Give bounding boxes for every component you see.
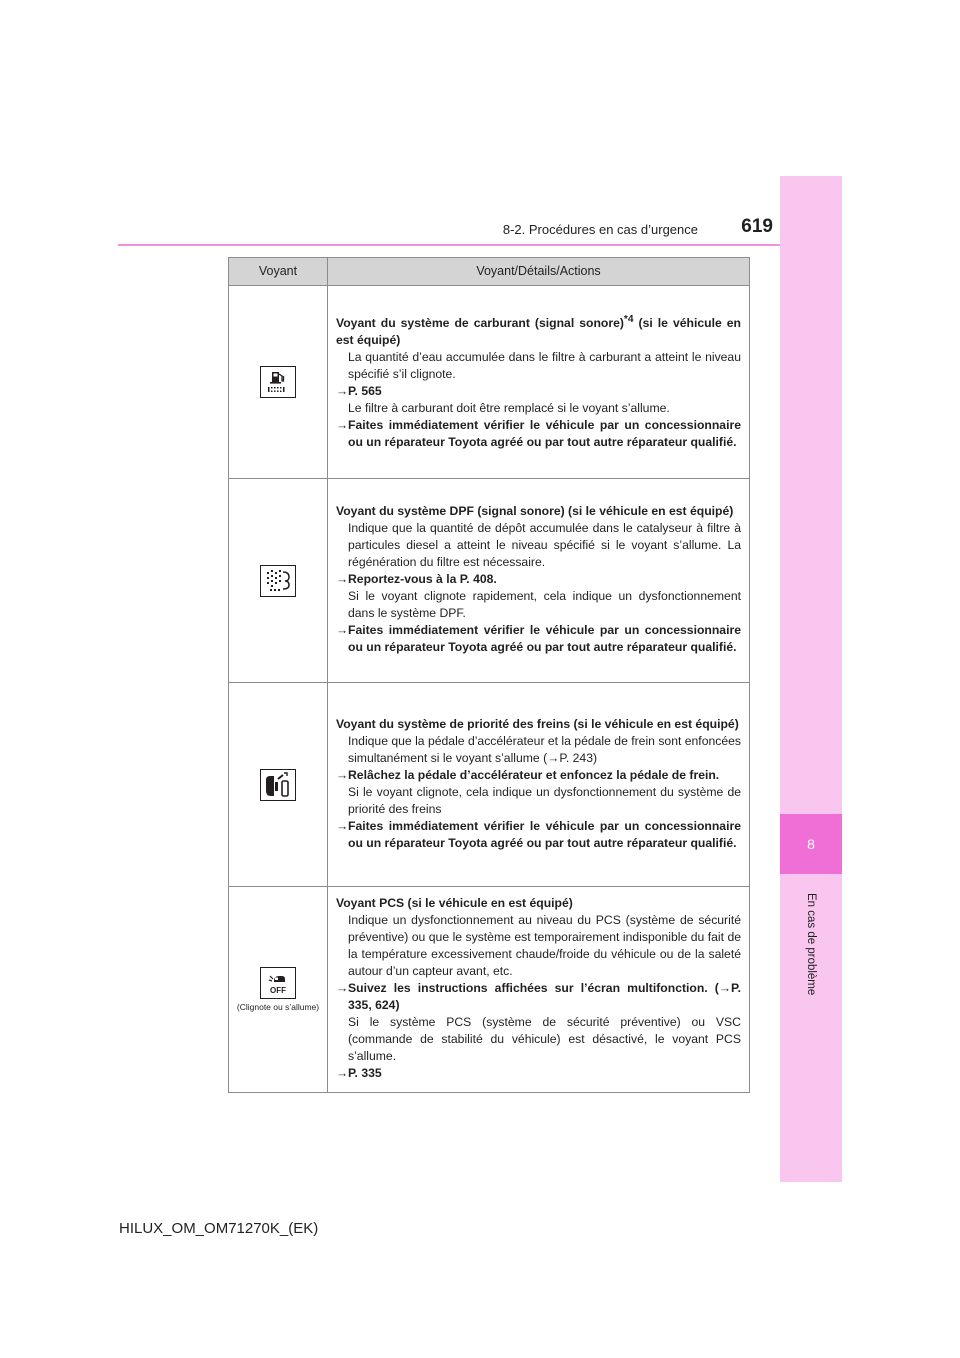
row-action: → Faites immédiatement vérifier le véhicule par un concessionnaire ou un réparateur Toyota agréé ou par tout autre réparateur qualifié. bbox=[336, 818, 741, 850]
row-action: → Faites immédiatement vérifier le véhicule par un concessionnaire ou un réparateur Toyota agréé ou par tout autre réparateur qualifié. bbox=[336, 418, 741, 450]
dpf-system-warning-icon bbox=[260, 565, 296, 597]
column-header-details: Voyant/Détails/Actions bbox=[328, 258, 750, 286]
row-action: → P. 335 bbox=[336, 1066, 382, 1080]
pcs-off-warning-icon bbox=[260, 967, 296, 999]
row-description: Si le voyant clignote, cela indique un dysfonctionnement du système de priorité des freins bbox=[348, 784, 741, 816]
column-header-voyant: Voyant bbox=[229, 258, 328, 286]
details-cell bbox=[328, 286, 750, 479]
header-rule bbox=[118, 244, 780, 246]
table-row bbox=[229, 286, 750, 479]
row-description: La quantité d’eau accumulée dans le filtre à carburant a atteint le niveau spécifié s’il clignote. bbox=[348, 350, 741, 382]
row-description: Indique un dysfonctionnement au niveau du PCS (système de sécurité préventive) ou que le système est temporairement indisponible du fait de la température excessivement chaude/froide du véhicule ou de la saleté autour d’un capteur avant, etc. bbox=[348, 913, 741, 978]
row-title: Voyant PCS (si le véhicule en est équipé) bbox=[336, 896, 573, 910]
row-description: Indique que la quantité de dépôt accumulée dans le catalyseur à filtre à particules diesel a atteint le niveau spécifié si le voyant s’allume. La régénération du filtre est nécessaire. bbox=[348, 521, 741, 569]
details-cell bbox=[328, 479, 750, 683]
row-description: Le filtre à carburant doit être remplacé si le voyant s’allume. bbox=[348, 401, 670, 416]
warning-lights-table bbox=[228, 257, 750, 1093]
chapter-side-tab bbox=[780, 176, 842, 1182]
page-number: 619 bbox=[741, 216, 773, 237]
icon-note: (Clignote ou s’allume) bbox=[236, 1002, 320, 1012]
table-row bbox=[229, 683, 750, 887]
row-description: Si le système PCS (système de sécurité préventive) ou VSC (commande de stabilité du véhicule) est désactivé, le voyant PCS s’allume. bbox=[348, 1015, 741, 1063]
table-row bbox=[229, 479, 750, 683]
icon-cell bbox=[229, 286, 328, 479]
document-code: HILUX_OM_OM71270K_(EK) bbox=[119, 1220, 319, 1237]
fuel-system-warning-icon bbox=[260, 366, 296, 398]
brake-override-warning-icon bbox=[260, 769, 296, 801]
row-description: Si le voyant clignote rapidement, cela indique un dysfonctionnement dans le système DPF. bbox=[348, 589, 741, 620]
table-header-row bbox=[229, 258, 750, 286]
row-action: → Relâchez la pédale d’accélérateur et enfoncez la pédale de frein. bbox=[336, 767, 720, 782]
icon-cell bbox=[229, 683, 328, 887]
pcs-off-icon-text: OFF bbox=[270, 986, 286, 995]
row-action: → Suivez les instructions affichées sur l’écran multifonction. (→P. 335, 624) bbox=[336, 981, 741, 1012]
chapter-number: 8 bbox=[780, 814, 842, 874]
row-title: Voyant du système DPF (signal sonore) (si le véhicule en est équipé) bbox=[336, 504, 734, 518]
row-action: → Reportez-vous à la P. 408. bbox=[336, 572, 497, 586]
details-cell bbox=[328, 683, 750, 887]
row-action: → Faites immédiatement vérifier le véhicule par un concessionnaire ou un réparateur Toyota agréé ou par tout autre réparateur qualifié. bbox=[336, 623, 741, 654]
section-title: 8-2. Procédures en cas d’urgence bbox=[502, 222, 698, 237]
icon-cell bbox=[229, 887, 328, 1093]
row-title: Voyant du système de priorité des freins (si le véhicule en est équipé) bbox=[336, 716, 739, 731]
details-cell bbox=[328, 887, 750, 1093]
row-action: → P. 565 bbox=[336, 384, 382, 399]
row-title: Voyant du système de carburant (signal sonore)$^{*4}$ (si le véhicule en est équipé) bbox=[336, 313, 741, 348]
icon-cell bbox=[229, 479, 328, 683]
row-description: Indique que la pédale d’accélérateur et la pédale de frein sont enfoncées simultanément si le voyant s’allume (→P. 243) bbox=[348, 733, 741, 765]
table-row bbox=[229, 887, 750, 1093]
chapter-title: En cas de problème bbox=[805, 892, 817, 996]
